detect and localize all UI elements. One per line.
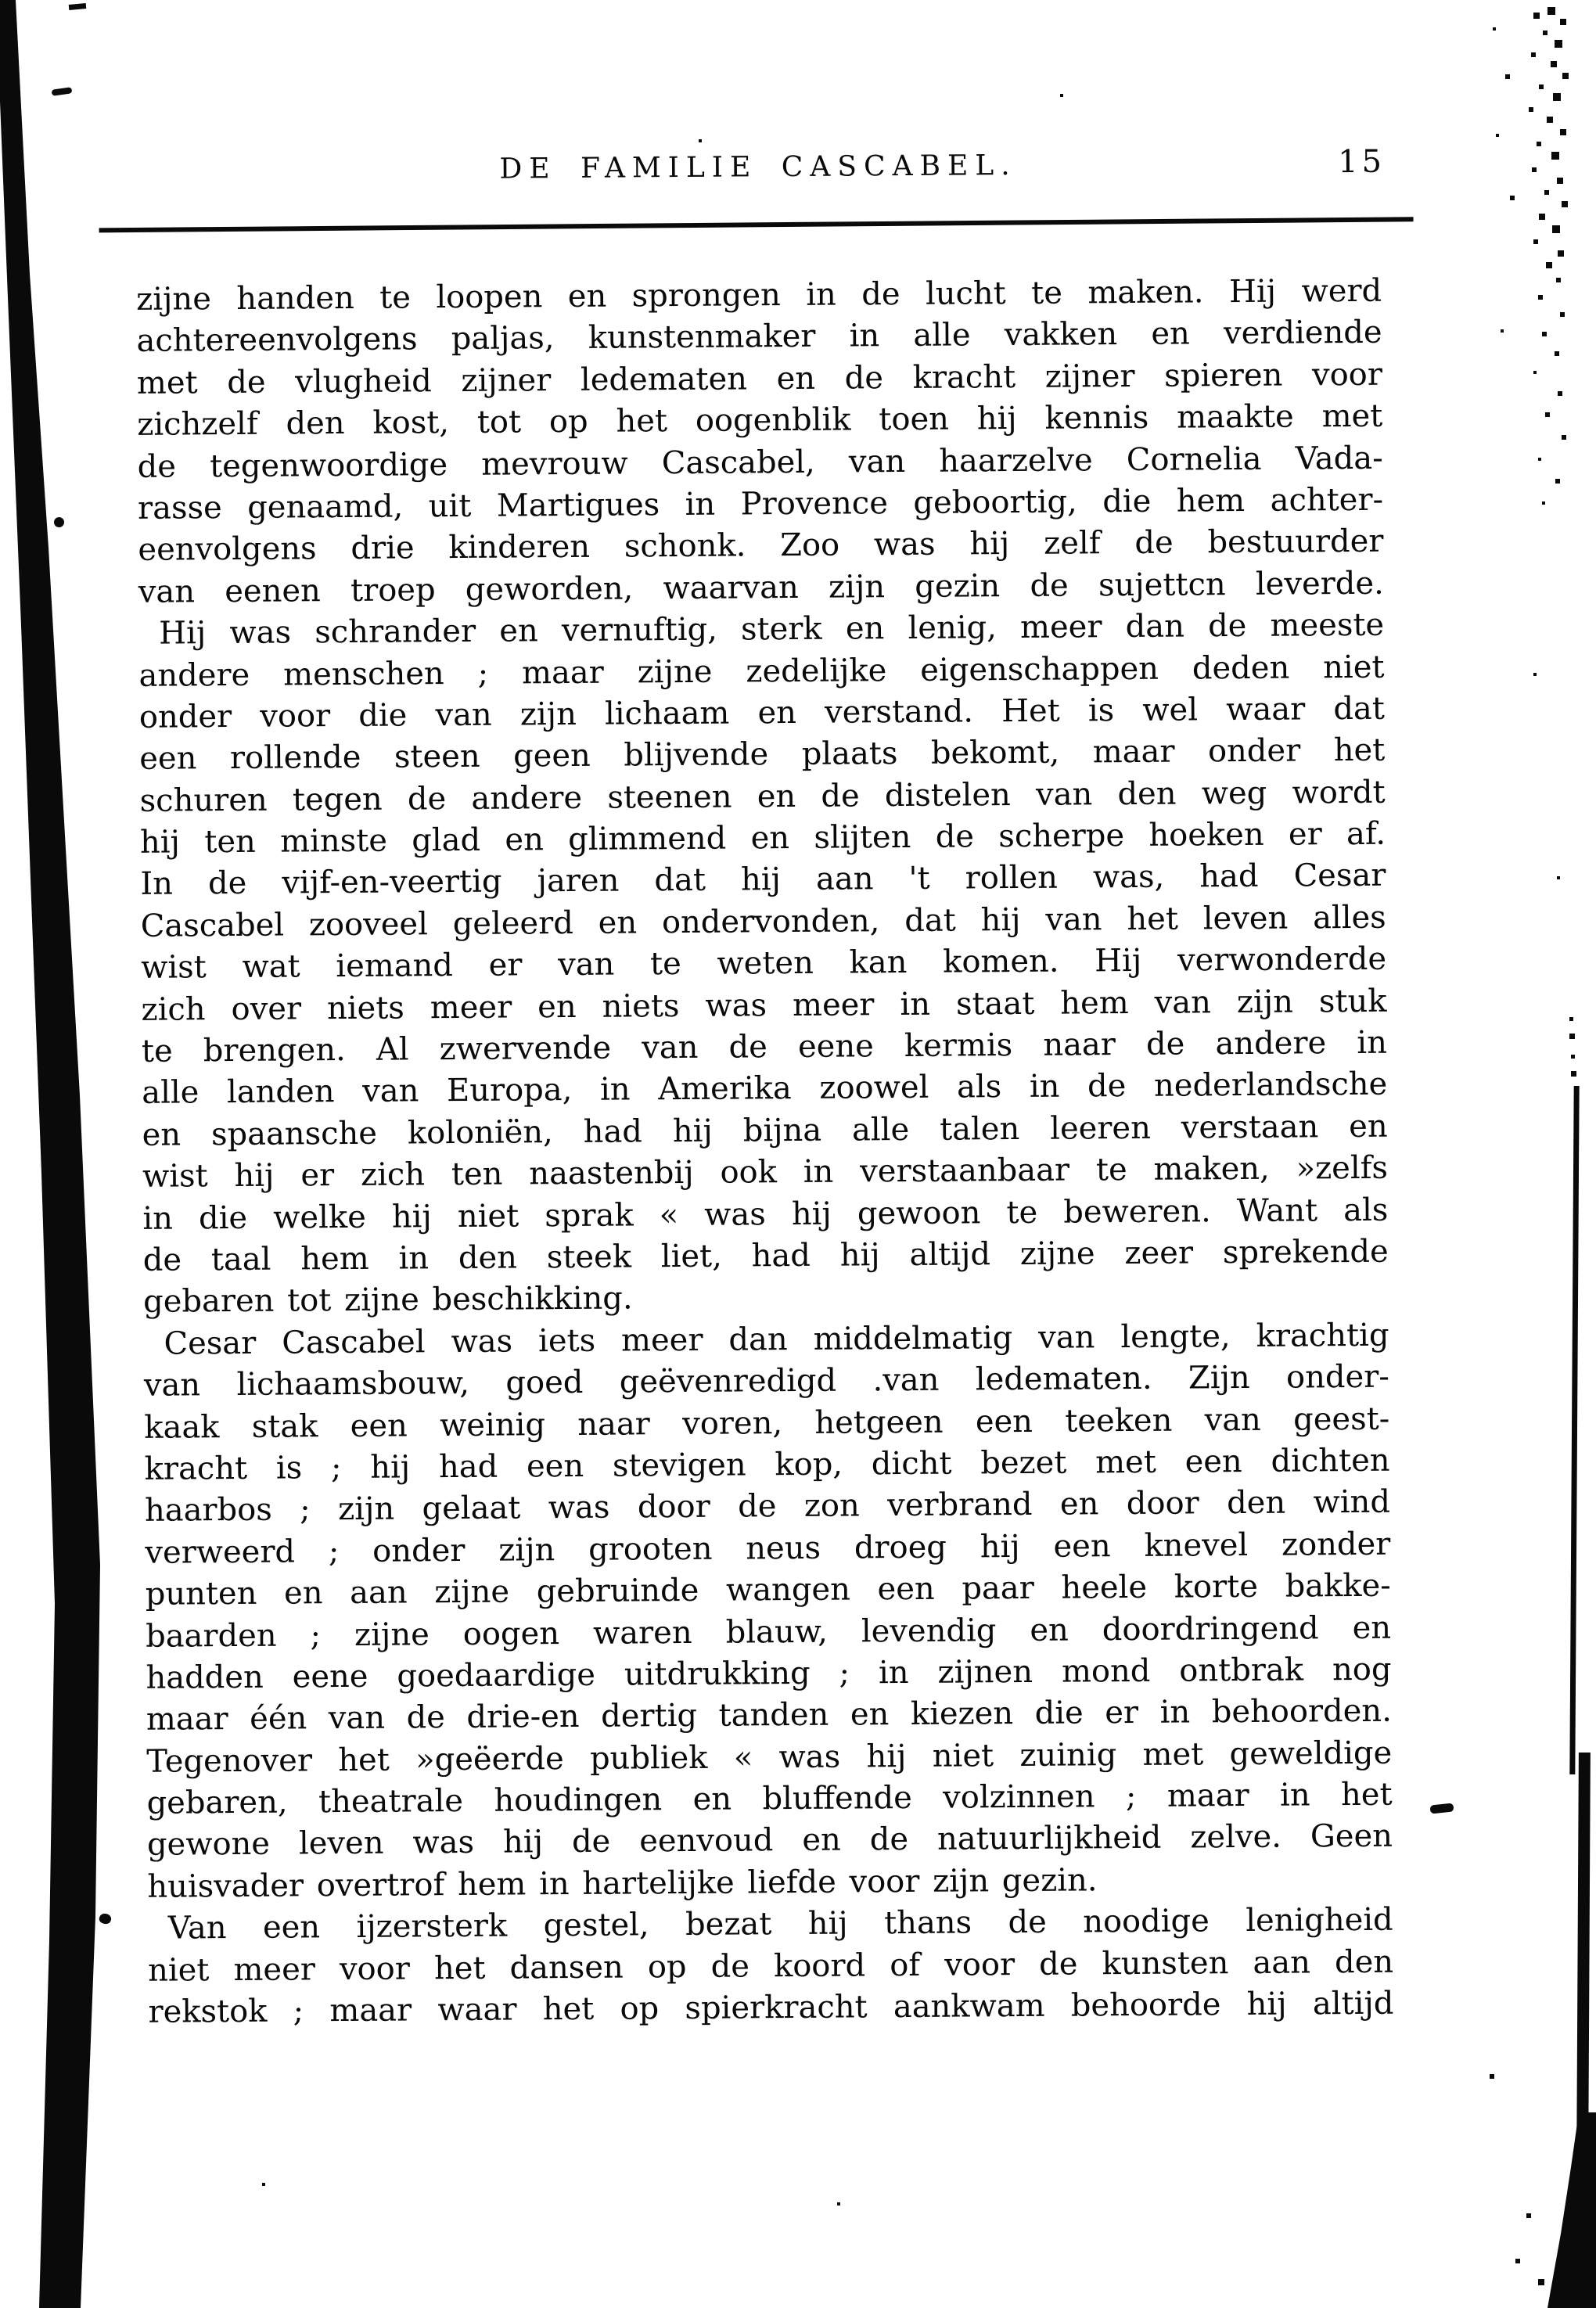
running-header-title: DE FAMILIE CASCABEL.: [499, 149, 1017, 185]
text-line: kaak stak een weinig naar voren, hetgeen een teeken van geest-: [144, 1400, 1390, 1446]
header-rule: [99, 217, 1414, 232]
page-number: 15: [1337, 143, 1386, 181]
text-line: schuren tegen de andere steenen en de distelen van den weg wordt: [139, 774, 1386, 819]
text-line: maar één van de drie-en dertig tanden en kiezen die er in behoorden.: [146, 1692, 1392, 1738]
text-line: verweerd ; onder zijn grooten neus droeg hij een knevel zonder: [145, 1526, 1391, 1571]
text-line: rekstok ; maar waar het op spierkracht aankwam behoorde hij altijd: [148, 1985, 1394, 2030]
text-line: achtereenvolgens paljas, kunstenmaker in alle vakken en verdiende: [136, 315, 1382, 360]
text-line: zichzelf den kost, tot op het oogenblik toen hij kennis maakte met: [137, 397, 1383, 444]
text-line: te brengen. Al zwervende van de eene kermis naar de andere in: [141, 1024, 1388, 1070]
text-line: onder voor die van zijn lichaam en verstand. Het is wel waar dat: [138, 690, 1386, 735]
text-line: haarbos ; zijn gelaat was door de zon verbrand en door den wind: [144, 1484, 1391, 1530]
text-line: gewone leven was hij de eenvoud en de natuurlijkheid zelve. Geen: [146, 1818, 1393, 1864]
text-line: rasse genaamd, uit Martigues in Provence geboortig, die hem achter-: [137, 481, 1384, 527]
text-line: gebaren, theatrale houdingen en bluffende volzinnen ; maar in het: [146, 1776, 1393, 1821]
running-header: [135, 143, 1386, 210]
text-line: met de vlugheid zijner ledematen en de kracht zijner spieren voor: [136, 356, 1383, 401]
text-line: van lichaamsbouw, goed geëvenredigd .van ledematen. Zijn onder-: [143, 1358, 1390, 1404]
text-line: zijne handen te loopen en sprongen in de lucht te maken. Hij werd: [136, 272, 1382, 318]
text-line: wist wat iemand er van te weten kan komen. Hij verwonderde: [141, 940, 1387, 987]
text-line: Hij was schrander en vernuftig, sterk en lenig, meer dan de meeste: [159, 606, 1385, 652]
text-line: In de vijf-en-veertig jaren dat hij aan 't rollen was, had Cesar: [140, 857, 1386, 903]
text-line: niet meer voor het dansen op de koord of voor de kunsten aan den: [147, 1943, 1394, 1989]
text-line: huisvader overtrof hem in hartelijke liefde voor zijn gezin.: [147, 1862, 1098, 1905]
text-line: en spaansche koloniën, had hij bijna alle talen leeren verstaan en: [142, 1108, 1388, 1153]
text-block: [136, 271, 1394, 2033]
text-line: Van een ijzersterk gestel, bezat hij thans de noodige lenigheid: [167, 1901, 1393, 1947]
text-line: punten en aan zijne gebruinde wangen een paar heele korte bakke-: [145, 1567, 1391, 1612]
text-line: alle landen van Europa, in Amerika zoowel als in de nederlandsche: [142, 1066, 1388, 1112]
text-line: zich over niets meer en niets was meer in staat hem van zijn stuk: [141, 983, 1387, 1028]
text-line: gebaren tot zijne beschikking.: [142, 1280, 633, 1321]
text-line: Cesar Cascabel was iets meer dan middelmatig van lengte, krachtig: [164, 1317, 1389, 1362]
text-line: hij ten minste glad en glimmend en slijten de scherpe hoeken er af.: [139, 815, 1386, 861]
text-line: Cascabel zooveel geleerd en ondervonden, dat hij van het leven alles: [140, 899, 1386, 944]
text-line: andere menschen ; maar zijne zedelijke eigenschappen deden niet: [138, 649, 1385, 694]
text-line: wist hij er zich ten naastenbij ook in verstaanbaar te maken, »zelfs: [142, 1149, 1389, 1195]
text-line: Tegenover het »geëerde publiek « was hij niet zuinig met geweldige: [146, 1735, 1393, 1780]
text-line: hadden eene goedaardige uitdrukking ; in zijnen mond ontbrak nog: [146, 1651, 1392, 1696]
text-line: eenvolgens drie kinderen schonk. Zoo was hij zelf de bestuurder: [138, 523, 1384, 569]
text-line: van eenen troep geworden, waarvan zijn gezin de sujettcn leverde.: [138, 565, 1384, 610]
text-line: de tegenwoordige mevrouw Cascabel, van haarzelve Cornelia Vada-: [137, 440, 1383, 485]
text-line: een rollende steen geen blijvende plaats bekomt, maar onder het: [139, 732, 1386, 778]
text-line: de taal hem in den steek liet, had hij altijd zijne zeer sprekende: [142, 1233, 1389, 1278]
text-line: baarden ; zijne oogen waren blauw, levendig en doordringend en: [145, 1609, 1392, 1655]
text-line: kracht is ; hij had een stevigen kop, dicht bezet met een dichten: [144, 1442, 1390, 1487]
text-line: in die welke hij niet sprak « was hij gewoon te beweren. Want als: [142, 1192, 1389, 1237]
